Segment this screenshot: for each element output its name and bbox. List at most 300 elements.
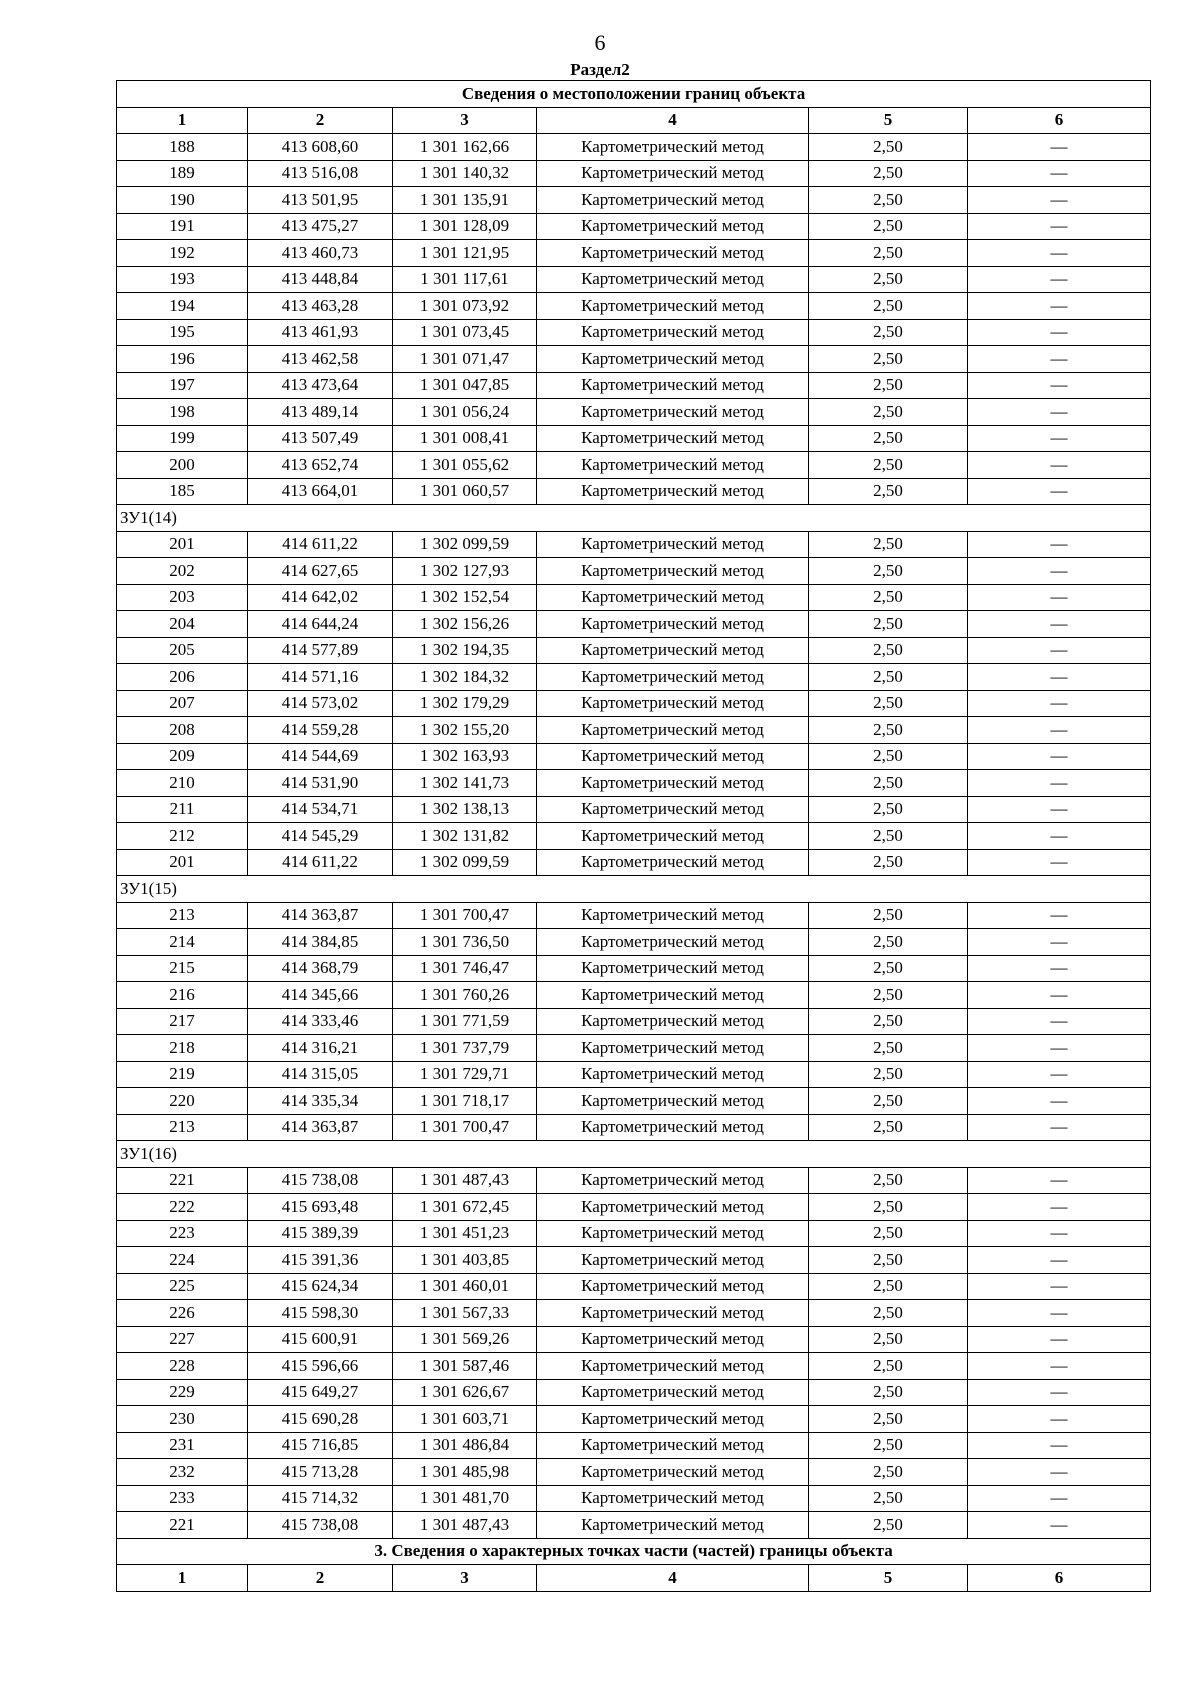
table-cell: — [968, 134, 1151, 161]
table-cell: 1 301 073,45 [393, 319, 537, 346]
table-cell: — [968, 1194, 1151, 1221]
table-cell: 413 501,95 [248, 187, 393, 214]
table-cell: 1 301 729,71 [393, 1061, 537, 1088]
table-cell: 211 [117, 796, 248, 823]
table-cell: 415 649,27 [248, 1379, 393, 1406]
table-cell: 2,50 [809, 690, 968, 717]
table-cell: 2,50 [809, 213, 968, 240]
table-cell: 2,50 [809, 1353, 968, 1380]
table-cell: 1 301 451,23 [393, 1220, 537, 1247]
table-cell: 414 545,29 [248, 823, 393, 850]
table-cell: Картометрический метод [537, 187, 809, 214]
table-cell: 2,50 [809, 584, 968, 611]
table-cell: 2,50 [809, 1061, 968, 1088]
column-header: 2 [248, 107, 393, 134]
table-cell: 2,50 [809, 160, 968, 187]
table-cell: 1 301 481,70 [393, 1485, 537, 1512]
table-cell: 2,50 [809, 1485, 968, 1512]
bottom-title: 3. Сведения о характерных точках части (частей) границы объекта [117, 1538, 1151, 1565]
table-cell: 1 301 760,26 [393, 982, 537, 1009]
table-cell: 193 [117, 266, 248, 293]
table-cell: 2,50 [809, 1406, 968, 1433]
table-cell: — [968, 1512, 1151, 1539]
table-cell: 1 301 486,84 [393, 1432, 537, 1459]
table-cell: 1 302 099,59 [393, 531, 537, 558]
table-cell: — [968, 1353, 1151, 1380]
group-row [117, 876, 1151, 903]
table-row [117, 187, 1151, 214]
table-title-row [117, 81, 1151, 108]
table-cell: 1 302 184,32 [393, 664, 537, 691]
table-cell: 232 [117, 1459, 248, 1486]
table-cell: 415 624,34 [248, 1273, 393, 1300]
table-cell: 1 301 460,01 [393, 1273, 537, 1300]
table-cell: 202 [117, 558, 248, 585]
table-row [117, 849, 1151, 876]
table-cell: 2,50 [809, 452, 968, 479]
table-cell: — [968, 1459, 1151, 1486]
table-cell: 414 644,24 [248, 611, 393, 638]
table-cell: 1 301 672,45 [393, 1194, 537, 1221]
table-cell: 2,50 [809, 346, 968, 373]
group-label: ЗУ1(14) [117, 505, 1151, 532]
table-cell: Картометрический метод [537, 213, 809, 240]
table-title: Сведения о местоположении границ объекта [117, 81, 1151, 108]
table-cell: 224 [117, 1247, 248, 1274]
table-cell: Картометрический метод [537, 1008, 809, 1035]
table-row [117, 1512, 1151, 1539]
table-cell: — [968, 1035, 1151, 1062]
table-cell: Картометрический метод [537, 584, 809, 611]
table-cell: 2,50 [809, 982, 968, 1009]
table-cell: — [968, 558, 1151, 585]
table-row [117, 690, 1151, 717]
table-cell: Картометрический метод [537, 346, 809, 373]
column-header: 5 [809, 1565, 968, 1592]
table-cell: 413 516,08 [248, 160, 393, 187]
table-cell: 414 534,71 [248, 796, 393, 823]
table-cell: 2,50 [809, 1326, 968, 1353]
table-cell: 415 690,28 [248, 1406, 393, 1433]
table-row [117, 584, 1151, 611]
table-row [117, 770, 1151, 797]
table-cell: Картометрический метод [537, 611, 809, 638]
table-cell: 414 611,22 [248, 849, 393, 876]
table-cell: 415 738,08 [248, 1512, 393, 1539]
table-cell: — [968, 1406, 1151, 1433]
table-cell: 413 608,60 [248, 134, 393, 161]
table-cell: 206 [117, 664, 248, 691]
table-cell: Картометрический метод [537, 1432, 809, 1459]
table-cell: 414 333,46 [248, 1008, 393, 1035]
table-cell: — [968, 346, 1151, 373]
table-cell: — [968, 478, 1151, 505]
table-cell: 2,50 [809, 478, 968, 505]
table-cell: 212 [117, 823, 248, 850]
table-cell: 1 301 569,26 [393, 1326, 537, 1353]
group-label: ЗУ1(16) [117, 1141, 1151, 1168]
table-cell: Картометрический метод [537, 1035, 809, 1062]
group-label: ЗУ1(15) [117, 876, 1151, 903]
table-cell: Картометрический метод [537, 717, 809, 744]
table-cell: Картометрический метод [537, 1459, 809, 1486]
table-cell: 198 [117, 399, 248, 426]
table-cell: 1 301 700,47 [393, 1114, 537, 1141]
table-cell: 1 302 194,35 [393, 637, 537, 664]
page-number: 6 [594, 30, 606, 55]
column-header: 6 [968, 107, 1151, 134]
table-row [117, 902, 1151, 929]
table-cell: 1 301 117,61 [393, 266, 537, 293]
table-cell: 191 [117, 213, 248, 240]
bottom-header-row [117, 1565, 1151, 1592]
table-cell: 415 738,08 [248, 1167, 393, 1194]
table-cell: 2,50 [809, 1300, 968, 1327]
table-cell: 221 [117, 1512, 248, 1539]
table-cell: 2,50 [809, 399, 968, 426]
table-cell: — [968, 1247, 1151, 1274]
table-cell: 1 301 487,43 [393, 1167, 537, 1194]
boundary-table [116, 80, 1151, 1592]
table-cell: 225 [117, 1273, 248, 1300]
table-cell: Картометрический метод [537, 637, 809, 664]
table-cell: 2,50 [809, 929, 968, 956]
table-cell: 414 559,28 [248, 717, 393, 744]
table-cell: 1 301 603,71 [393, 1406, 537, 1433]
table-cell: 1 301 771,59 [393, 1008, 537, 1035]
table-cell: 2,50 [809, 1459, 968, 1486]
table-cell: 226 [117, 1300, 248, 1327]
table-cell: — [968, 213, 1151, 240]
table-row [117, 1273, 1151, 1300]
table-cell: 196 [117, 346, 248, 373]
table-row [117, 1247, 1151, 1274]
table-row [117, 293, 1151, 320]
table-cell: 2,50 [809, 240, 968, 267]
table-cell: 194 [117, 293, 248, 320]
table-cell: 414 368,79 [248, 955, 393, 982]
table-cell: 192 [117, 240, 248, 267]
bottom-title-row [117, 1538, 1151, 1565]
table-cell: 1 301 485,98 [393, 1459, 537, 1486]
table-cell: Картометрический метод [537, 160, 809, 187]
table-cell: 413 462,58 [248, 346, 393, 373]
table-cell: — [968, 823, 1151, 850]
table-row [117, 134, 1151, 161]
table-row [117, 1008, 1151, 1035]
table-row [117, 399, 1151, 426]
table-cell: 2,50 [809, 531, 968, 558]
table-cell: 414 345,66 [248, 982, 393, 1009]
table-row [117, 1114, 1151, 1141]
table-cell: 195 [117, 319, 248, 346]
table-cell: 415 598,30 [248, 1300, 393, 1327]
table-cell: Картометрический метод [537, 319, 809, 346]
column-header: 1 [117, 107, 248, 134]
table-cell: 1 302 131,82 [393, 823, 537, 850]
table-cell: Картометрический метод [537, 1300, 809, 1327]
table-row [117, 1432, 1151, 1459]
table-cell: 2,50 [809, 717, 968, 744]
table-cell: 414 316,21 [248, 1035, 393, 1062]
table-cell: 221 [117, 1167, 248, 1194]
table-cell: 2,50 [809, 1432, 968, 1459]
table-cell: 220 [117, 1088, 248, 1115]
table-cell: — [968, 743, 1151, 770]
table-cell: 1 302 099,59 [393, 849, 537, 876]
table-cell: 227 [117, 1326, 248, 1353]
group-row [117, 1141, 1151, 1168]
table-cell: 413 460,73 [248, 240, 393, 267]
table-cell: Картометрический метод [537, 372, 809, 399]
table-row [117, 1300, 1151, 1327]
table-cell: 189 [117, 160, 248, 187]
table-cell: Картометрический метод [537, 1273, 809, 1300]
table-cell: Картометрический метод [537, 929, 809, 956]
table-cell: 2,50 [809, 1194, 968, 1221]
table-cell: — [968, 452, 1151, 479]
table-row [117, 452, 1151, 479]
column-header: 5 [809, 107, 968, 134]
table-cell: — [968, 690, 1151, 717]
table-row [117, 1167, 1151, 1194]
column-header: 2 [248, 1565, 393, 1592]
table-cell: Картометрический метод [537, 1114, 809, 1141]
table-cell: 214 [117, 929, 248, 956]
table-cell: — [968, 796, 1151, 823]
table-cell: — [968, 319, 1151, 346]
table-cell: — [968, 664, 1151, 691]
table-cell: Картометрический метод [537, 478, 809, 505]
table-row [117, 160, 1151, 187]
table-cell: Картометрический метод [537, 1353, 809, 1380]
table-cell: Картометрический метод [537, 452, 809, 479]
table-row [117, 611, 1151, 638]
table-cell: 1 301 162,66 [393, 134, 537, 161]
table-cell: Картометрический метод [537, 1406, 809, 1433]
table-row [117, 1485, 1151, 1512]
table-cell: 215 [117, 955, 248, 982]
table-cell: Картометрический метод [537, 849, 809, 876]
table-cell: 414 627,65 [248, 558, 393, 585]
table-cell: 2,50 [809, 1247, 968, 1274]
table-cell: 415 716,85 [248, 1432, 393, 1459]
table-cell: 413 475,27 [248, 213, 393, 240]
table-cell: 414 544,69 [248, 743, 393, 770]
column-header-row [117, 107, 1151, 134]
table-cell: Картометрический метод [537, 743, 809, 770]
table-cell: Картометрический метод [537, 1220, 809, 1247]
table-cell: Картометрический метод [537, 770, 809, 797]
table-cell: 2,50 [809, 293, 968, 320]
table-cell: 415 713,28 [248, 1459, 393, 1486]
table-cell: 413 652,74 [248, 452, 393, 479]
table-cell: — [968, 1088, 1151, 1115]
table-cell: 1 301 587,46 [393, 1353, 537, 1380]
table-cell: Картометрический метод [537, 240, 809, 267]
table-cell: 2,50 [809, 955, 968, 982]
table-cell: 2,50 [809, 796, 968, 823]
table-row [117, 1326, 1151, 1353]
table-cell: Картометрический метод [537, 982, 809, 1009]
table-cell: 222 [117, 1194, 248, 1221]
table-row [117, 1061, 1151, 1088]
table-cell: — [968, 982, 1151, 1009]
table-cell: 190 [117, 187, 248, 214]
table-cell: — [968, 849, 1151, 876]
table-cell: 1 301 487,43 [393, 1512, 537, 1539]
table-cell: 1 301 567,33 [393, 1300, 537, 1327]
table-cell: — [968, 1167, 1151, 1194]
table-cell: 229 [117, 1379, 248, 1406]
column-header: 4 [537, 1565, 809, 1592]
table-cell: 2,50 [809, 425, 968, 452]
table-cell: — [968, 1061, 1151, 1088]
table-cell: 2,50 [809, 558, 968, 585]
table-cell: — [968, 1326, 1151, 1353]
table-row [117, 823, 1151, 850]
table-cell: 1 301 055,62 [393, 452, 537, 479]
table-cell: 415 596,66 [248, 1353, 393, 1380]
table-cell: 201 [117, 531, 248, 558]
table-cell: 1 301 071,47 [393, 346, 537, 373]
table-cell: 2,50 [809, 770, 968, 797]
table-cell: 213 [117, 1114, 248, 1141]
table-cell: 1 301 403,85 [393, 1247, 537, 1274]
table-cell: 413 489,14 [248, 399, 393, 426]
table-cell: Картометрический метод [537, 1247, 809, 1274]
table-cell: 413 448,84 [248, 266, 393, 293]
table-cell: — [968, 399, 1151, 426]
table-cell: 1 301 737,79 [393, 1035, 537, 1062]
table-cell: — [968, 611, 1151, 638]
table-cell: Картометрический метод [537, 1485, 809, 1512]
table-row [117, 531, 1151, 558]
table-row [117, 425, 1151, 452]
table-cell: Картометрический метод [537, 531, 809, 558]
table-cell: 1 301 008,41 [393, 425, 537, 452]
column-header: 3 [393, 107, 537, 134]
table-cell: Картометрический метод [537, 1194, 809, 1221]
table-row [117, 1459, 1151, 1486]
table-cell: 219 [117, 1061, 248, 1088]
table-cell: — [968, 770, 1151, 797]
table-cell: 414 315,05 [248, 1061, 393, 1088]
table-row [117, 1353, 1151, 1380]
table-cell: 414 363,87 [248, 902, 393, 929]
table-cell: 204 [117, 611, 248, 638]
table-cell: — [968, 240, 1151, 267]
table-row [117, 240, 1151, 267]
table-cell: 414 363,87 [248, 1114, 393, 1141]
table-cell: 2,50 [809, 372, 968, 399]
table-cell: Картометрический метод [537, 266, 809, 293]
table-cell: 2,50 [809, 1035, 968, 1062]
table-cell: Картометрический метод [537, 664, 809, 691]
table-row [117, 796, 1151, 823]
table-cell: 2,50 [809, 1220, 968, 1247]
table-cell: 1 301 056,24 [393, 399, 537, 426]
table-cell: Картометрический метод [537, 293, 809, 320]
table-row [117, 1194, 1151, 1221]
table-cell: 207 [117, 690, 248, 717]
table-cell: — [968, 425, 1151, 452]
table-cell: 2,50 [809, 664, 968, 691]
table-cell: 233 [117, 1485, 248, 1512]
table-row [117, 1379, 1151, 1406]
table-row [117, 743, 1151, 770]
table-cell: 414 571,16 [248, 664, 393, 691]
table-cell: 1 301 047,85 [393, 372, 537, 399]
table-cell: 414 611,22 [248, 531, 393, 558]
table-cell: — [968, 1432, 1151, 1459]
table-cell: — [968, 955, 1151, 982]
table-cell: Картометрический метод [537, 1061, 809, 1088]
table-cell: 2,50 [809, 1088, 968, 1115]
table-cell: Картометрический метод [537, 955, 809, 982]
table-cell: — [968, 929, 1151, 956]
table-row [117, 717, 1151, 744]
table-cell: 1 301 135,91 [393, 187, 537, 214]
table-row [117, 929, 1151, 956]
table-cell: 1 301 718,17 [393, 1088, 537, 1115]
table-cell: 415 389,39 [248, 1220, 393, 1247]
table-cell: 2,50 [809, 1008, 968, 1035]
table-cell: 2,50 [809, 134, 968, 161]
table-row [117, 982, 1151, 1009]
table-cell: 414 335,34 [248, 1088, 393, 1115]
section-label: Раздел2 [570, 60, 630, 79]
table-cell: 1 301 073,92 [393, 293, 537, 320]
table-cell: 1 301 700,47 [393, 902, 537, 929]
table-cell: 1 301 128,09 [393, 213, 537, 240]
table-row [117, 478, 1151, 505]
table-cell: 185 [117, 478, 248, 505]
table-cell: 2,50 [809, 849, 968, 876]
table-cell: 1 301 060,57 [393, 478, 537, 505]
table-cell: 201 [117, 849, 248, 876]
table-cell: 414 573,02 [248, 690, 393, 717]
table-cell: 413 664,01 [248, 478, 393, 505]
table-cell: 414 531,90 [248, 770, 393, 797]
table-cell: Картометрический метод [537, 134, 809, 161]
table-cell: 1 301 121,95 [393, 240, 537, 267]
table-cell: 1 302 155,20 [393, 717, 537, 744]
column-header: 4 [537, 107, 809, 134]
table-cell: 2,50 [809, 1167, 968, 1194]
table-cell: 1 301 140,32 [393, 160, 537, 187]
table-cell: Картометрический метод [537, 796, 809, 823]
table-row [117, 213, 1151, 240]
table-row [117, 1406, 1151, 1433]
table-cell: 1 302 127,93 [393, 558, 537, 585]
table-cell: 1 302 138,13 [393, 796, 537, 823]
table-cell: — [968, 293, 1151, 320]
table-cell: 1 302 152,54 [393, 584, 537, 611]
table-row [117, 558, 1151, 585]
table-row [117, 955, 1151, 982]
table-cell: 2,50 [809, 1114, 968, 1141]
table-cell: 228 [117, 1353, 248, 1380]
table-cell: 413 461,93 [248, 319, 393, 346]
column-header: 3 [393, 1565, 537, 1592]
table-cell: 205 [117, 637, 248, 664]
table-cell: — [968, 531, 1151, 558]
table-cell: 415 693,48 [248, 1194, 393, 1221]
table-cell: 230 [117, 1406, 248, 1433]
table-cell: 1 301 626,67 [393, 1379, 537, 1406]
table-row [117, 319, 1151, 346]
